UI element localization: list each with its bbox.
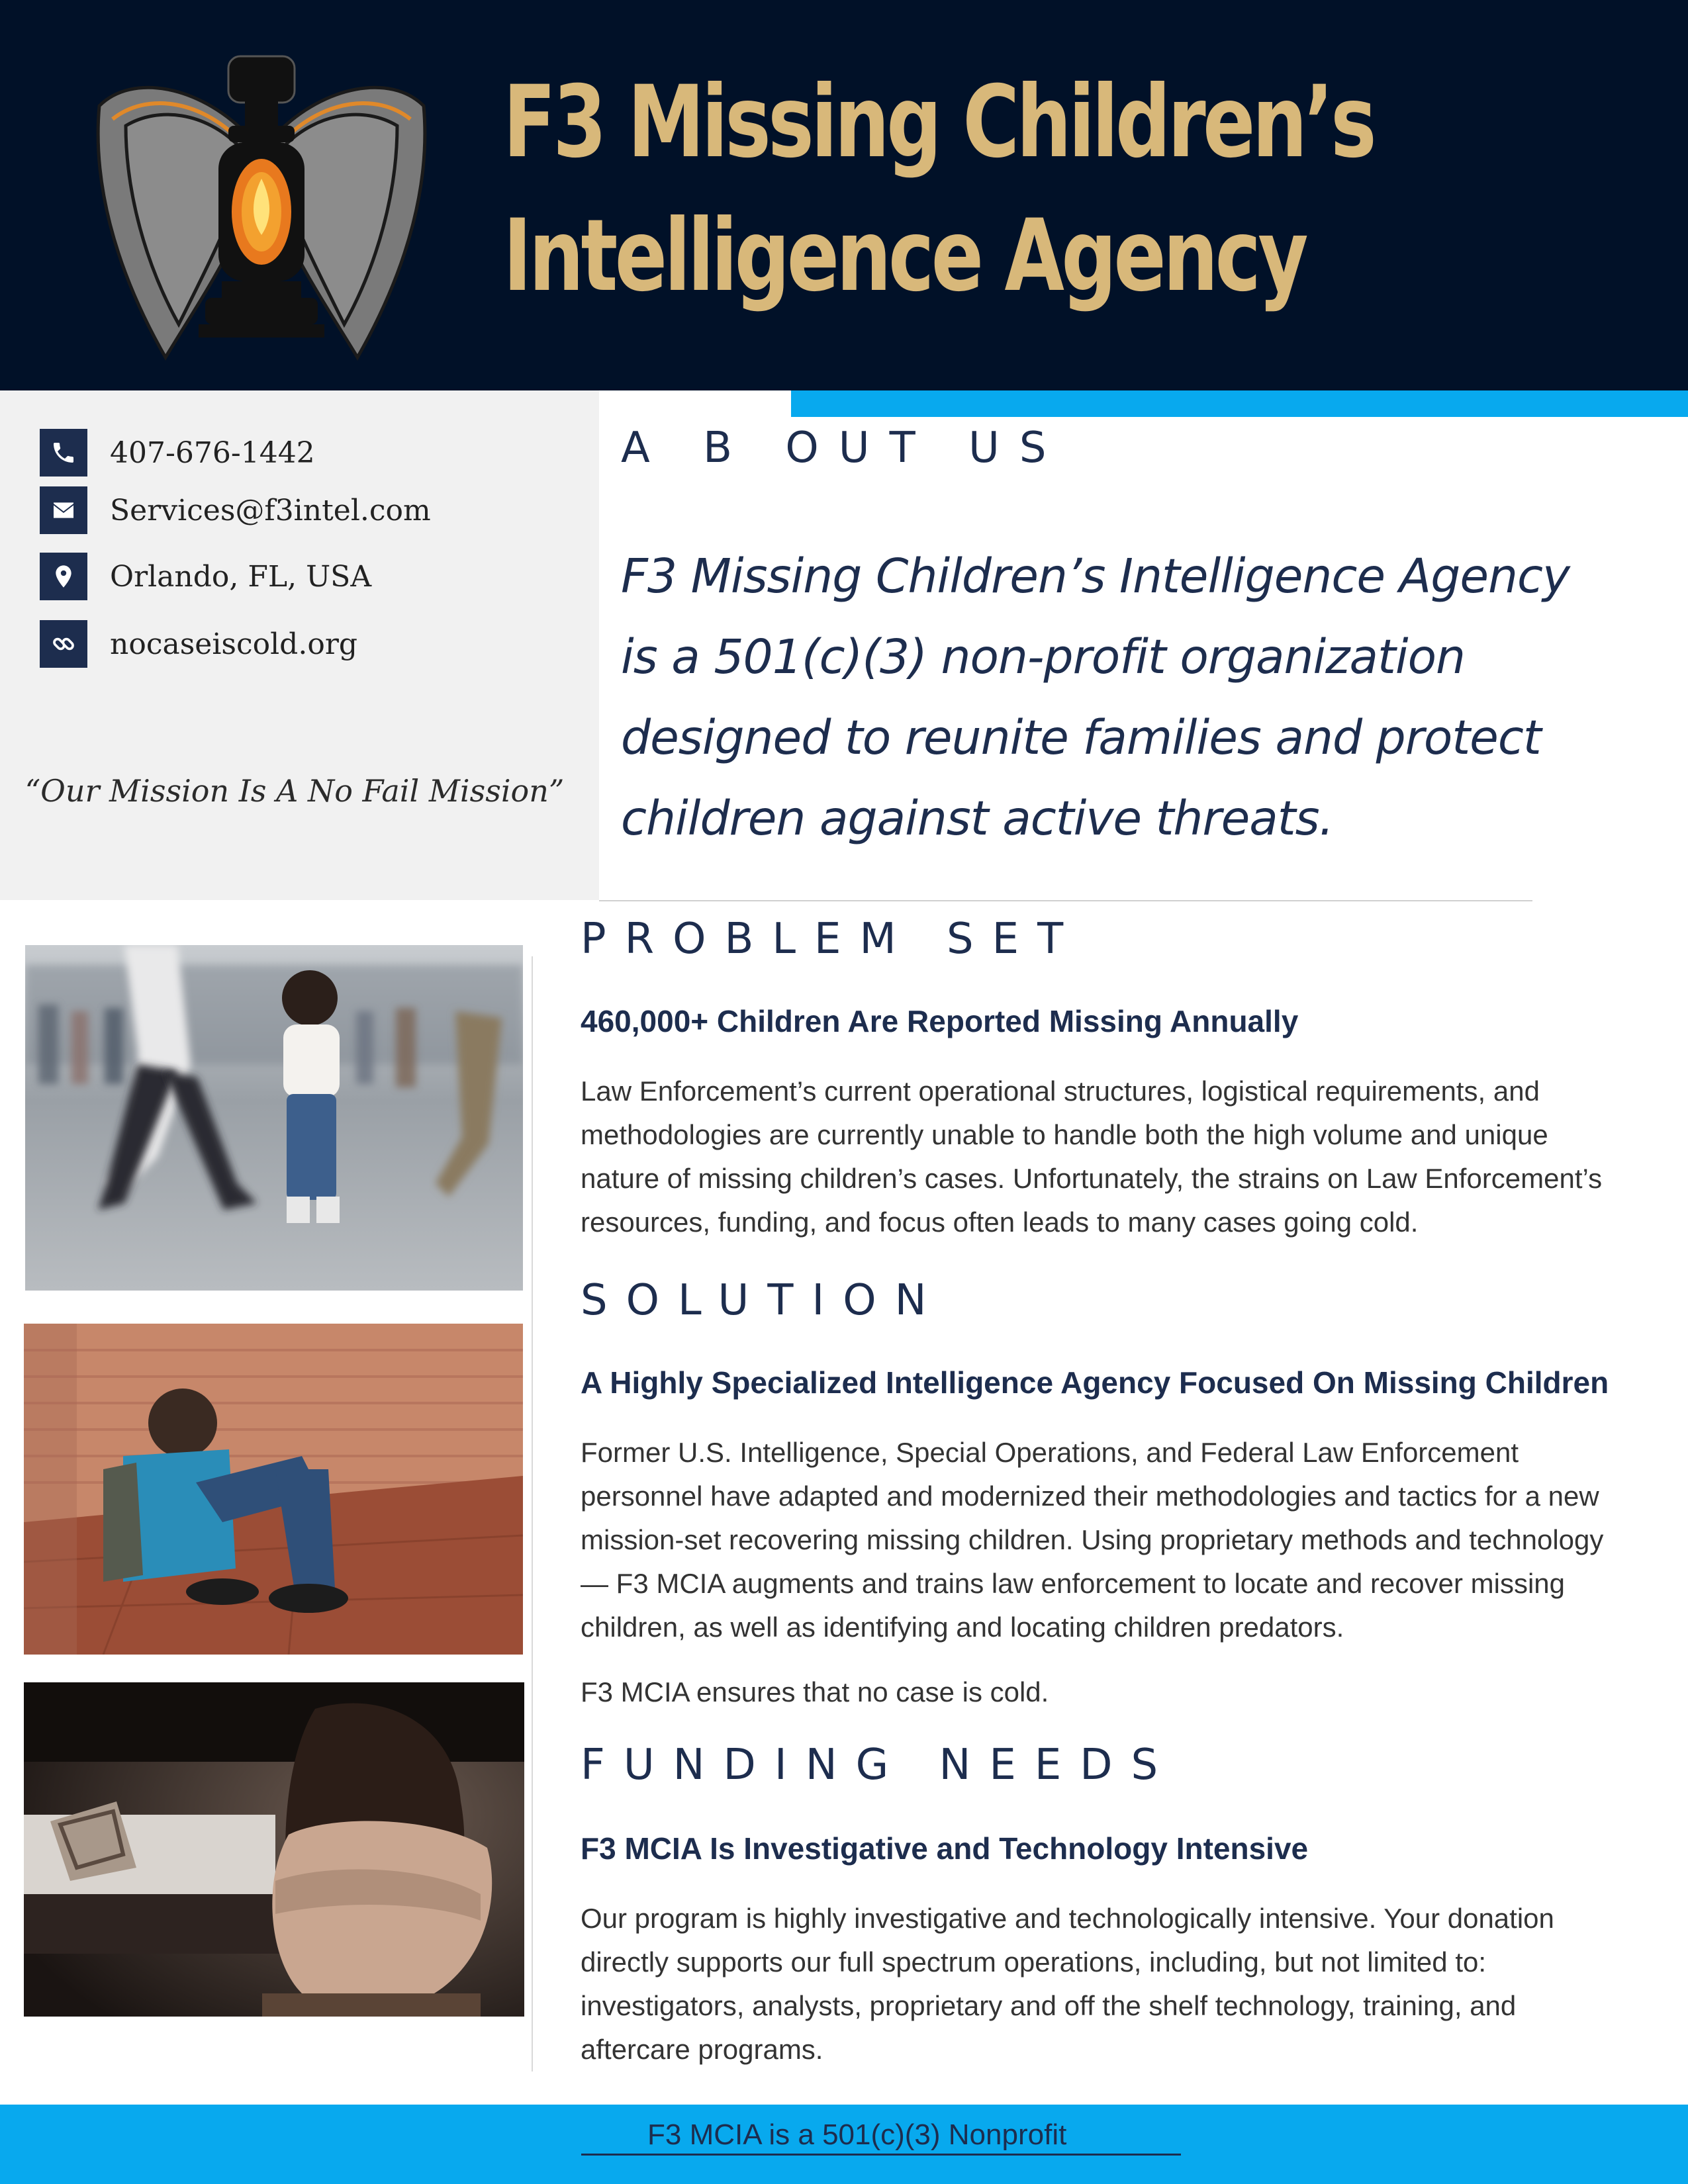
- photo-woman-hugging-knees: [24, 1682, 524, 2017]
- funding-subheading: F3 MCIA Is Investigative and Technology Intensive: [581, 1831, 1309, 1866]
- page-title-line1: F3 Missing Children’s: [503, 65, 1374, 180]
- solution-subheading: A Highly Specialized Intelligence Agency Focused On Missing Children: [581, 1365, 1609, 1400]
- photo-child-in-crowd: [25, 945, 523, 1291]
- problem-subheading: 460,000+ Children Are Reported Missing Annually: [581, 1004, 1299, 1038]
- contact-email: [40, 486, 431, 534]
- phone-icon: [40, 429, 87, 477]
- map-pin-icon: [40, 553, 87, 600]
- website-link[interactable]: nocaseiscold.org: [110, 627, 358, 661]
- about-heading: A B OUT US: [621, 424, 1066, 473]
- column-divider: [532, 956, 533, 2071]
- phone-number[interactable]: 407-676-1442: [110, 435, 315, 470]
- contact-website: [40, 620, 357, 668]
- section-divider: [599, 900, 1532, 901]
- mission-motto: “Our Mission Is A No Fail Mission”: [24, 773, 565, 809]
- solution-body: Former U.S. Intelligence, Special Operations, and Federal Law Enforcement personnel have adapted and modernized their methodologies and tactics for a new mission-set recovering missing children. Using proprietary methods and technology — F3 MCIA augments and trains law enforcement to locate and recover missing children, as well as identifying and locating children predators.: [581, 1437, 1604, 1643]
- email-link[interactable]: Services@f3intel.com: [110, 493, 431, 527]
- winged-lantern-logo-icon: [86, 46, 437, 377]
- problem-heading: PROBLEM SET: [581, 915, 1082, 964]
- accent-bar: [791, 390, 1688, 417]
- about-text: F3 Missing Children’s Intelligence Agency is a 501(c)(3) non-profit organization designed to reunite families and protect children against active threats.: [621, 549, 1570, 846]
- footer-nonprofit-note: F3 MCIA is a 501(c)(3) Nonprofit: [581, 2116, 1181, 2156]
- problem-body: Law Enforcement’s current operational structures, logistical requirements, and methodologies are currently unable to handle both the high volume and unique nature of missing children’s cases. Unfortunately, the strains on Law Enforcement’s resources, funding, and focus often leads to many cases going cold.: [581, 1075, 1603, 1238]
- page-title-line2: Intelligence Agency: [503, 199, 1305, 314]
- funding-heading: FUNDING NEEDS: [581, 1741, 1177, 1790]
- envelope-icon: [40, 486, 87, 534]
- funding-body: Our program is highly investigative and technologically intensive. Your donation directly supports our full spectrum operations, including, but not limited to: investigators, analysts, proprietary and off the shelf technology, training, and aftercare programs.: [581, 1903, 1554, 2065]
- contact-phone: [40, 429, 315, 477]
- solution-closing: F3 MCIA ensures that no case is cold.: [581, 1676, 1049, 1707]
- solution-heading: SOLUTION: [581, 1276, 945, 1325]
- location-text: Orlando, FL, USA: [110, 559, 372, 594]
- contact-location: [40, 553, 371, 600]
- link-icon: [40, 620, 87, 668]
- photo-boy-against-wall: [24, 1324, 523, 1655]
